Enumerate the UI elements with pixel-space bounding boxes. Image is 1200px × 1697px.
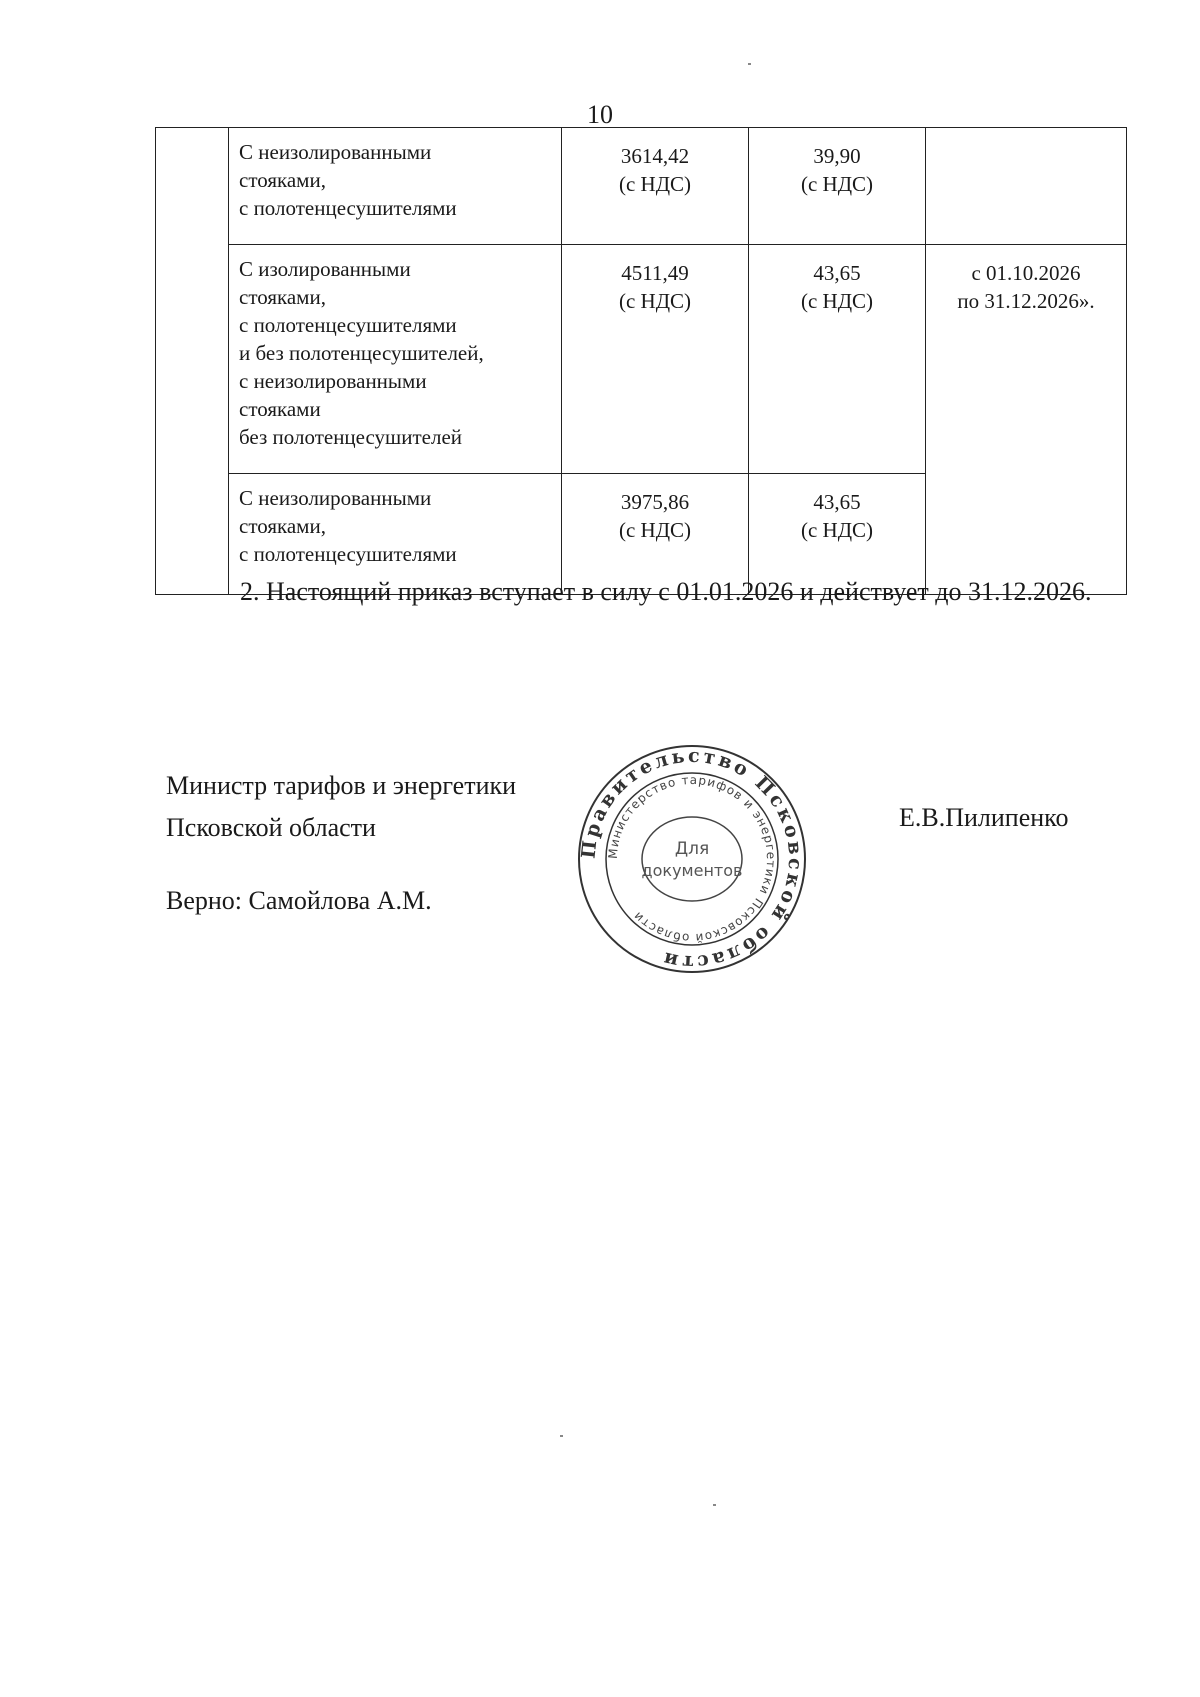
value-note: (с НДС) — [618, 172, 692, 196]
value-number: 43,65 — [813, 490, 861, 514]
period-start: с 01.10.2026 — [971, 261, 1081, 285]
description-line: и без полотенцесушителей, — [239, 341, 484, 365]
scan-speck — [748, 63, 751, 65]
scan-speck — [713, 1504, 716, 1506]
order-paragraph: 2. Настоящий приказ вступает в силу с 01.01.2026 и действует до 31.12.2026. — [240, 577, 1092, 606]
stamp-inner-text: Министерство тарифов и энергетики Псковской области — [605, 772, 779, 946]
value-note: (с НДС) — [618, 518, 692, 542]
table-row — [156, 128, 1127, 245]
table-cell-empty — [156, 128, 229, 595]
signatory-name: Е.В.Пилипенко — [899, 803, 1069, 832]
description-line: стояками, — [239, 285, 326, 309]
stamp-outer-text: Правительство Псковской области — [577, 744, 807, 974]
description-line: С неизолированными — [239, 140, 432, 164]
signatory-title-line: Министр тарифов и энергетики — [166, 771, 517, 800]
table-cell-period — [926, 245, 1127, 595]
verno-line: Верно: Самойлова А.М. — [166, 886, 432, 915]
table-row — [156, 245, 1127, 474]
table-cell-value1 — [562, 128, 749, 245]
value-note: (с НДС) — [618, 289, 692, 313]
stamp-center-oval — [642, 817, 742, 901]
description-line: без полотенцесушителей — [239, 425, 463, 449]
tariff-table — [155, 127, 1127, 595]
stamp-center-line2: документов — [641, 861, 743, 880]
signatory-title-line: Псковской области — [166, 813, 376, 842]
table-cell-value2 — [749, 245, 926, 474]
period-end: по 31.12.2026». — [957, 289, 1095, 313]
description-line: с полотенцесушителями — [239, 313, 457, 337]
value-note: (с НДС) — [800, 518, 874, 542]
value-number: 39,90 — [813, 144, 861, 168]
table-cell-value1 — [562, 245, 749, 474]
scan-speck — [560, 1435, 563, 1437]
description-line: С неизолированными — [239, 486, 432, 510]
value-number: 3614,42 — [620, 144, 690, 168]
description-line: С изолированными — [239, 257, 411, 281]
value-note: (с НДС) — [800, 289, 874, 313]
table-cell-description — [229, 128, 562, 245]
signatory-title — [166, 765, 516, 849]
value-number: 43,65 — [813, 261, 861, 285]
description-line: стояками, — [239, 168, 326, 192]
table-cell-empty — [926, 128, 1127, 245]
stamp-center-line1: Для — [674, 839, 710, 859]
description-line: стояками — [239, 397, 321, 421]
value-note: (с НДС) — [800, 172, 874, 196]
page-number: 10 — [587, 100, 613, 129]
table-cell-description — [229, 245, 562, 474]
description-line: с полотенцесушителями — [239, 196, 457, 220]
description-line: с неизолированными — [239, 369, 427, 393]
description-line: с полотенцесушителями — [239, 542, 457, 566]
table-cell-value2 — [749, 128, 926, 245]
official-stamp — [575, 742, 809, 976]
value-number: 3975,86 — [620, 490, 690, 514]
description-line: стояками, — [239, 514, 326, 538]
value-number: 4511,49 — [621, 261, 689, 285]
